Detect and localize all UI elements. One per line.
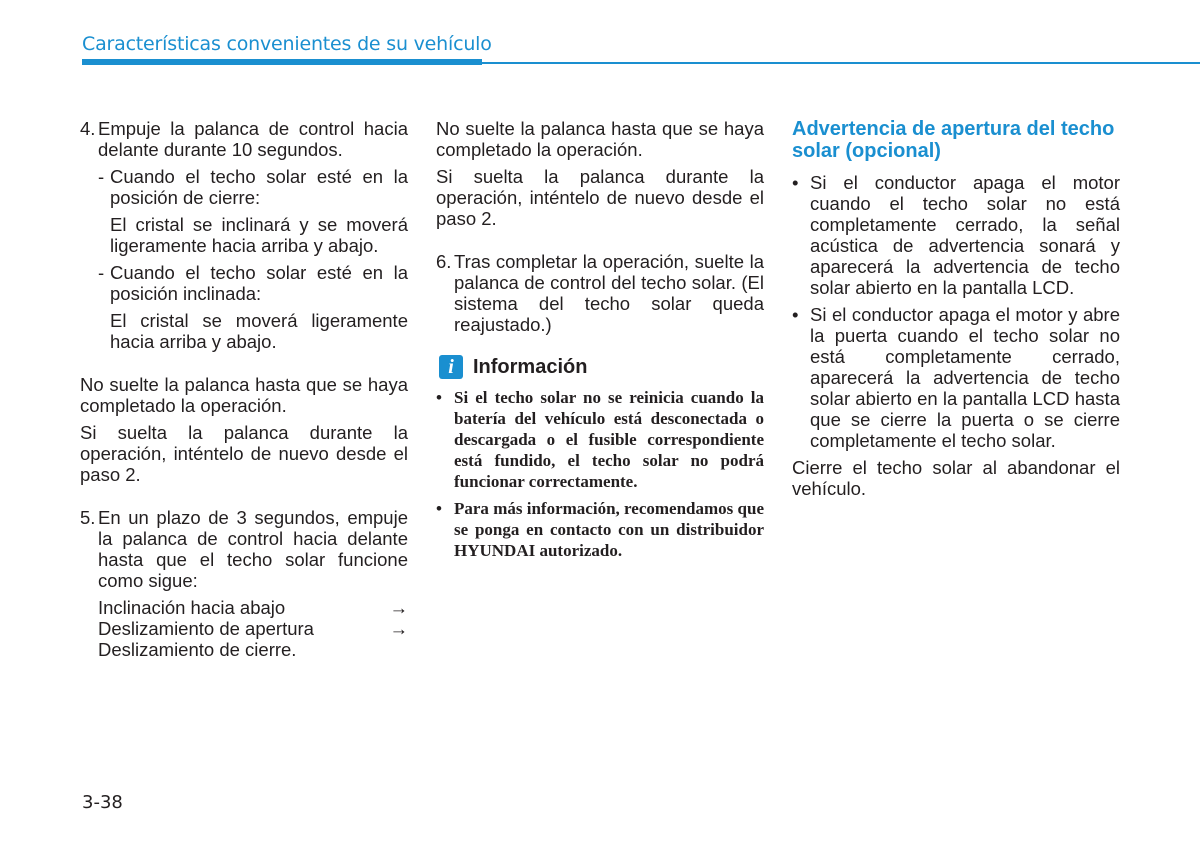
substep-closed (98, 166, 408, 208)
column-middle (436, 118, 764, 561)
step-number: 4. (80, 118, 96, 139)
list-item-text: Si el techo solar no se reinicia cuando la batería del vehículo está desconectada o descargada o el fusible correspondiente está fundido, el techo solar no podrá funcionar correctamente. (454, 388, 764, 491)
sequence-item: Deslizamiento de apertura (98, 618, 314, 639)
list-item-text: Para más información, recomendamos que se ponga en contacto con un distribuidor HYUNDAI autorizado. (454, 499, 764, 560)
info-title: Información (473, 355, 588, 378)
arrow-icon: → (389, 597, 408, 618)
dash-marker: - (98, 262, 105, 283)
dash-marker: - (98, 166, 105, 187)
step-6 (436, 251, 764, 335)
section-title: Características convenientes de su vehículo (82, 33, 492, 55)
step-text: Empuje la palanca de control hacia delante durante 10 segundos. (98, 118, 408, 160)
sequence-item: Deslizamiento de cierre. (98, 639, 297, 660)
list-item-text: Si el conductor apaga el motor cuando el techo solar no está completamente cerrado, la señal acústica de advertencia sonará y aparecerá la advertencia de techo solar abierto en la pantalla LCD. (810, 172, 1120, 298)
list-item (436, 498, 764, 561)
step-text: En un plazo de 3 segundos, empuje la palanca de control hacia delante hasta que el techo solar funcione como sigue: (98, 507, 408, 591)
step-number: 5. (80, 507, 96, 528)
substep-note: El cristal se moverá ligeramente hacia arriba y abajo. (110, 310, 408, 352)
warning-list (792, 172, 1120, 451)
substep-note: El cristal se inclinará y se moverá ligeramente hacia arriba y abajo. (110, 214, 408, 256)
bullet-icon: • (436, 499, 442, 518)
column-left (80, 118, 408, 660)
step-number: 6. (436, 251, 452, 272)
step-4 (80, 118, 408, 160)
info-icon: i (439, 355, 463, 379)
arrow-icon: → (389, 618, 408, 639)
operation-sequence (98, 597, 408, 660)
list-item (792, 172, 1120, 298)
paragraph: No suelte la palanca hasta que se haya completado la operación. (80, 374, 408, 416)
paragraph: Si suelta la palanca durante la operación, inténtelo de nuevo desde el paso 2. (436, 166, 764, 229)
sequence-item: Inclinación hacia abajo (98, 597, 286, 618)
header-rule-thin (482, 62, 1200, 64)
paragraph: Si suelta la palanca durante la operación, inténtelo de nuevo desde el paso 2. (80, 422, 408, 485)
substep-tilted (98, 262, 408, 304)
list-item (792, 304, 1120, 451)
paragraph: No suelte la palanca hasta que se haya completado la operación. (436, 118, 764, 160)
paragraph: Cierre el techo solar al abandonar el vehículo. (792, 457, 1120, 499)
column-right (792, 118, 1120, 499)
info-list (436, 387, 764, 561)
list-item (436, 387, 764, 492)
bullet-icon: • (436, 388, 442, 407)
page-number: 3-38 (82, 792, 123, 813)
list-item-text: Si el conductor apaga el motor y abre la puerta cuando el techo solar no está completamente cerrado, aparecerá la advertencia de techo solar abierto en la pantalla LCD hasta que se cierre la puerta o se cierre completamente el techo solar. (810, 304, 1120, 451)
header-rule-thick (82, 59, 482, 65)
substep-text: Cuando el techo solar esté en la posición inclinada: (110, 262, 408, 304)
bullet-icon: • (792, 304, 799, 325)
step-text: Tras completar la operación, suelte la palanca de control del techo solar. (El sistema del techo solar queda reajustado.) (454, 251, 764, 335)
bullet-icon: • (792, 172, 799, 193)
section-heading: Advertencia de apertura del techo solar (opcional) (792, 118, 1115, 162)
info-header (436, 355, 764, 379)
step-5 (80, 507, 408, 591)
substep-text: Cuando el techo solar esté en la posición de cierre: (110, 166, 408, 208)
